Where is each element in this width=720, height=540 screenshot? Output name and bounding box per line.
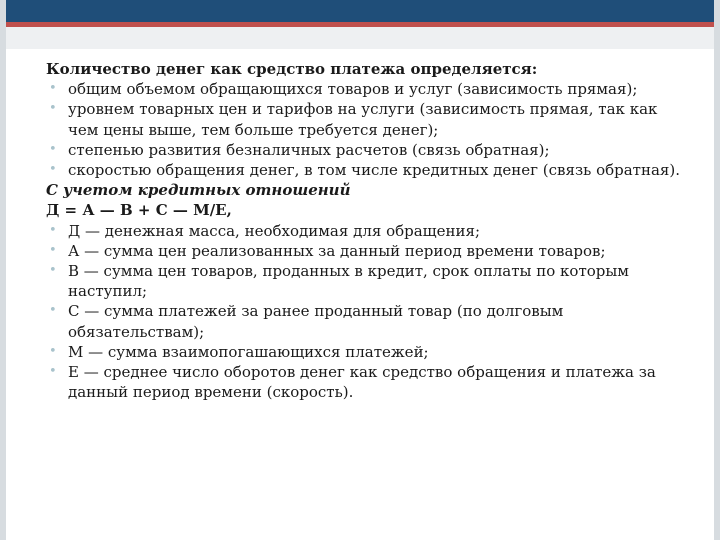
bullet-item [46,99,686,139]
header-band-light [0,27,720,49]
heading-credit: С учетом кредитных отношений [46,181,351,200]
bullet-text: Д — денежная масса, необходимая для обращения; [68,221,481,240]
bullet-item [46,362,686,402]
bullet-text: общим объемом обращающихся товаров и услуг (зависимость прямая); [68,80,638,99]
slide-content [46,59,686,402]
bullet-icon: • [49,222,57,238]
bullet-item [46,79,686,99]
bullet-icon: • [49,81,57,97]
bullet-text: степенью развития безналичных расчетов (связь обратная); [68,140,550,159]
bullet-icon: • [49,101,57,117]
bullet-item [46,301,686,341]
bullet-item [46,241,686,261]
bullet-item [46,160,686,180]
bullet-icon: • [49,162,57,178]
bullet-icon: • [49,141,57,157]
bullet-icon: • [49,364,57,380]
header-band-dark [6,0,714,22]
right-border [714,0,720,540]
bullet-text: М — сумма взаимопогашающихся платежей; [68,342,429,361]
bullet-text: А — сумма цен реализованных за данный период времени товаров; [68,241,606,260]
bullet-icon: • [49,263,57,279]
bullet-icon: • [49,343,57,359]
bullet-text: скоростью обращения денег, в том числе кредитных денег (связь обратная). [68,161,681,180]
bullet-item [46,140,686,160]
bullet-text: С — сумма платежей за ранее проданный товар (по долговым обязательствам); [68,302,564,341]
bullet-item [46,261,686,301]
left-border [0,0,6,540]
bullet-text: уровнем товарных цен и тарифов на услуги (зависимость прямая, так как чем цены выше, тем больше требуется денег); [68,100,658,139]
bullet-item [46,221,686,241]
formula: Д = А — В + С — М/Е, [46,201,232,220]
bullet-item [46,342,686,362]
heading-payment: Количество денег как средство платежа определяется: [46,60,538,78]
bullet-icon: • [49,242,57,258]
bullet-text: Е — среднее число оборотов денег как средство обращения и платежа за данный период времени (скорость). [68,363,656,402]
bullet-text: В — сумма цен товаров, проданных в кредит, срок оплаты по которым наступил; [68,262,629,301]
bullet-icon: • [49,303,57,319]
